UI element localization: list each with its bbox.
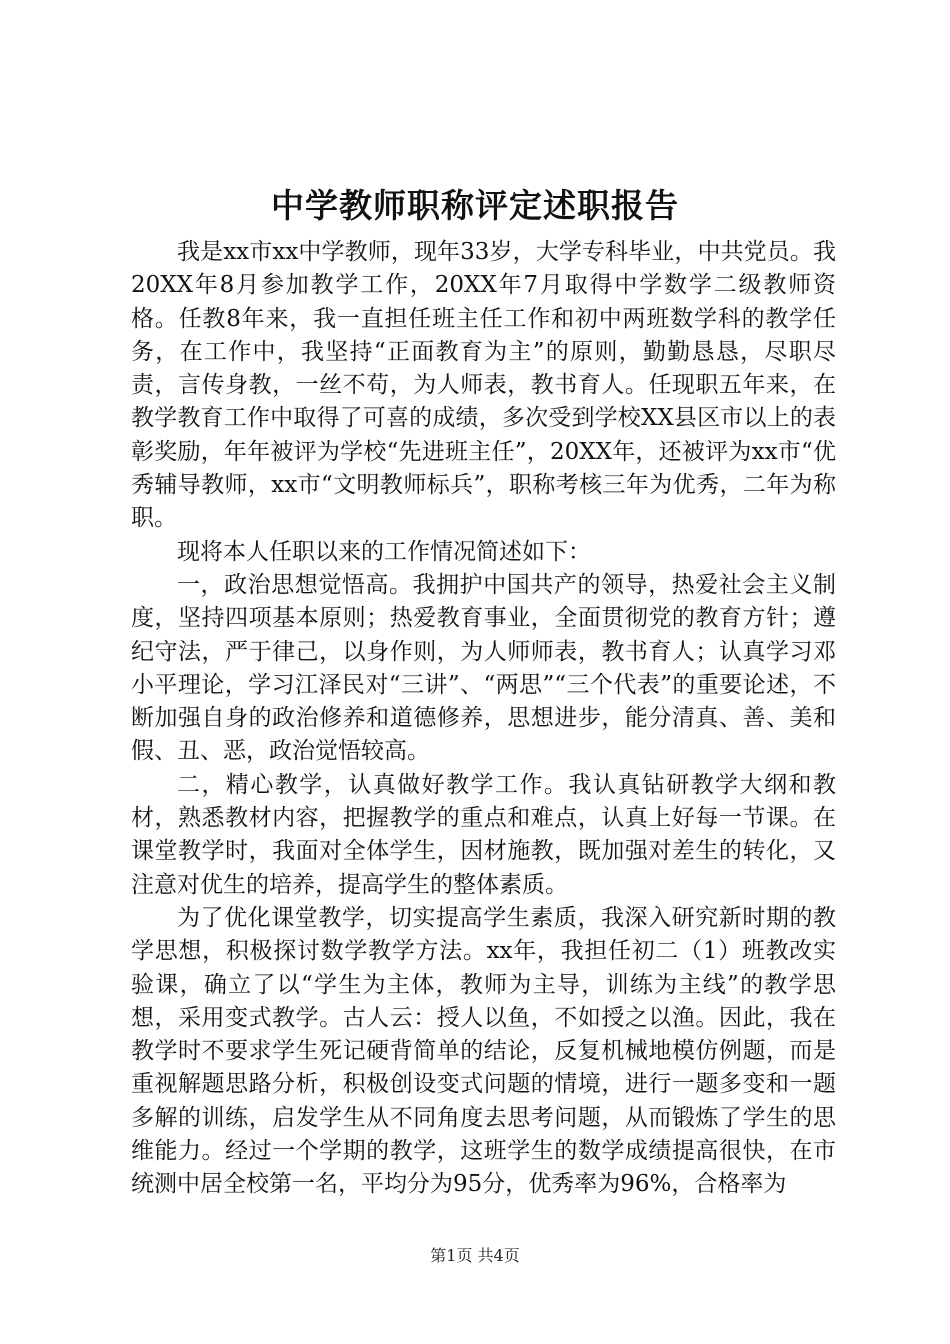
document-title: 中学教师职称评定述职报告: [271, 186, 679, 225]
paragraph-teaching: 二，精心教学，认真做好教学工作。我认真钻研教学大纲和教材，熟悉教材内容，把握教学的重点和难点，认真上好每一节课。在课堂教学时，我面对全体学生，因材施教，既加强对差生的转化，又注意对优生的培养，提高学生的整体素质。: [131, 771, 836, 898]
paragraph-political: 一，政治思想觉悟高。我拥护中国共产的领导，热爱社会主义制度，坚持四项基本原则；热爱教育事业，全面贯彻党的教育方针；遵纪守法，严于律己，以身作则，为人师师表，教书育人；认真学习邓小平理论，学习江泽民对“三讲”、“两思”“三个代表”的重要论述，不断加强自身的政治修养和道德修养，思想进步，能分清真、善、美和假、丑、恶，政治觉悟较高。: [131, 571, 836, 765]
paragraph-intro: 我是xx市xx中学教师，现年33岁，大学专科毕业，中共党员。我20XX年8月参加教学工作，20XX年7月取得中学数学二级教师资格。任教8年来，我一直担任班主任工作和初中两班数学科的教学任务，在工作中，我坚持“正面教育为主”的原则，勤勤恳恳，尽职尽责，言传身教，一丝不苟，为人师表，教书育人。任现职五年来，在教学教育工作中取得了可喜的成绩，多次受到学校XX县区市以上的表彰奖励，年年被评为学校“先进班主任”，20XX年，还被评为xx市“优秀辅导教师，xx市“文明教师标兵”，职称考核三年为优秀，二年为称职。: [131, 239, 836, 532]
paragraph-summary-lead: 现将本人任职以来的工作情况简述如下：: [177, 538, 591, 565]
page-number-footer: 第1页 共4页: [430, 1246, 520, 1265]
paragraph-classroom-reform: 为了优化课堂教学，切实提高学生素质，我深入研究新时期的教学思想，积极探讨数学教学方法。xx年，我担任初二（1）班教改实验课，确立了以“学生为主体，教师为主导，训练为主线”的教学思想，采用变式教学。古人云：授人以鱼，不如授之以渔。因此，我在教学时不要求学生死记硬背简单的结论，反复机械地模仿例题，而是重视解题思路分析，积极创设变式问题的情境，进行一题多变和一题多解的训练，启发学生从不同角度去思考问题，从而锻炼了学生的思维能力。经过一个学期的教学，这班学生的数学成绩提高很快，在市统测中居全校第一名，平均分为95分，优秀率为96%，合格率为: [131, 904, 836, 1198]
document-body: [131, 236, 836, 1202]
